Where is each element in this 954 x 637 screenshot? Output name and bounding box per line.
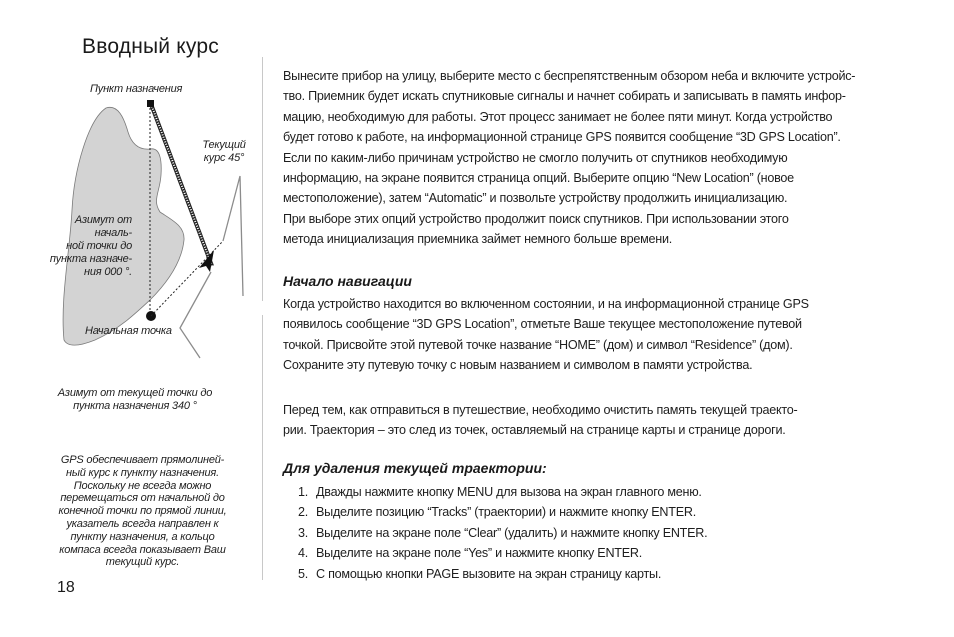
step-number: 5. [297, 566, 308, 581]
label-azimuth-line: Азимут от началь- [74, 214, 132, 239]
list-item [283, 543, 883, 563]
callout-course [223, 176, 243, 296]
step-number: 4. [297, 546, 308, 561]
list-item [283, 502, 883, 522]
intro-paragraph [283, 66, 888, 250]
step-number: 3. [297, 525, 308, 540]
text-line: будет готово к работе, на информационной странице GPS появится сообщение “3D GPS Location”. [283, 130, 841, 145]
page-title: Вводный курс [82, 35, 219, 58]
caption-line: ный курс к пункту назначения. [66, 466, 219, 479]
caption-line: текущий курс. [105, 556, 180, 569]
text-line: появилось сообщение “3D GPS Location”, отметьте Ваше текущее местоположение путевой [283, 317, 802, 332]
caption-line: перемещаться от начальной до [60, 492, 225, 505]
text-line: Перед тем, как отправиться в путешествие, необходимо очистить память текущей траекто- [283, 403, 798, 417]
text-line: Когда устройство находится во включенном состоянии, и на информационной странице GPS [283, 297, 809, 311]
label-azimuth-line: ной точки до [66, 240, 132, 252]
label-start-point: Начальная точка [85, 325, 172, 337]
step-text: Выделите на экране поле “Yes” и нажмите кнопку ENTER. [316, 546, 642, 561]
column-divider [262, 57, 263, 301]
list-item [283, 482, 883, 502]
label-azimuth-start [40, 214, 132, 279]
text-line: Вынесите прибор на улицу, выберите место с беспрепятственным обзором неба и включите устройс- [283, 69, 856, 83]
step-text: С помощью кнопки PAGE вызовите на экран страницу карты. [316, 566, 662, 581]
text-line: Сохраните эту путевую точку с новым названием и символом в памяти устройства. [283, 358, 753, 373]
text-line: метода инициализация приемника займет немного больше времени. [283, 232, 673, 247]
section-heading-navigation: Начало навигации [283, 273, 412, 289]
caption-line: пункта назначения 340 ° [73, 399, 197, 412]
label-azimuth-line: пункта назначе- [49, 253, 132, 265]
text-line: рии. Траектория – это след из точек, оставляемый на странице карты и странице дороги. [283, 423, 786, 438]
text-line: информацию, на экране появится страница опций. Выберите опцию “New Location” (новое [283, 171, 794, 186]
column-divider [262, 315, 263, 580]
diagram-graphic [0, 0, 262, 380]
caption-azimuth [50, 387, 220, 413]
callout-start [180, 272, 211, 358]
label-azimuth-line: ния 000 °. [84, 266, 132, 278]
destination-marker [147, 100, 154, 107]
caption-line: компаса всегда показывает Ваш [59, 543, 226, 556]
caption-line: указатель всегда направлен к [66, 517, 219, 530]
steps-list [283, 482, 883, 584]
caption-line: пункту назначения, а кольцо [70, 530, 215, 543]
track-paragraph [283, 400, 883, 441]
list-item [283, 564, 883, 584]
section-heading-delete-track: Для удаления текущей траектории: [283, 460, 547, 476]
label-destination: Пункт назначения [90, 83, 183, 95]
caption-line: Азимут от текущей точки до [57, 387, 213, 399]
step-text: Дважды нажмите кнопку MENU для вызова на экран главного меню. [316, 485, 702, 499]
label-current-course-line: Текущий [202, 139, 246, 151]
text-line: местоположение), затем “Automatic” и позвольте устройству продолжить инициализацию. [283, 191, 788, 206]
navigation-paragraph [283, 294, 883, 376]
text-line: точкой. Присвойте этой путевой точке название “HOME” (дом) и символ “Residence” (дом). [283, 337, 793, 352]
step-number: 1. [297, 485, 308, 499]
text-line: Если по каким-либо причинам устройство не смогло получить от спутников необходимую [283, 150, 788, 165]
text-line: При выборе этих опций устройство продолжит поиск спутников. При использовании этого [283, 211, 789, 226]
list-item [283, 523, 883, 543]
caption-line: GPS обеспечивает прямолиней- [60, 454, 225, 466]
label-current-course [196, 139, 252, 165]
text-line: тво. Приемник будет искать спутниковые сигналы и начнет собирать и записывать в память инфор- [283, 89, 846, 104]
step-text: Выделите на экране поле “Clear” (удалить) и нажмите кнопку ENTER. [316, 525, 708, 540]
navigation-diagram [0, 0, 262, 380]
caption-line: Поскольку не всегда можно [73, 479, 212, 492]
caption-line: конечной точки по прямой линии, [58, 505, 227, 518]
step-number: 2. [297, 505, 308, 520]
step-text: Выделите позицию “Tracks” (траектории) и нажмите кнопку ENTER. [316, 505, 696, 520]
page-number: 18 [57, 579, 75, 596]
text-line: мацию, необходимую для работы. Этот процесс занимает не более пяти минут. Когда устройство [283, 109, 833, 124]
label-current-course-line: курс 45° [203, 152, 245, 164]
caption-gps [45, 454, 240, 569]
